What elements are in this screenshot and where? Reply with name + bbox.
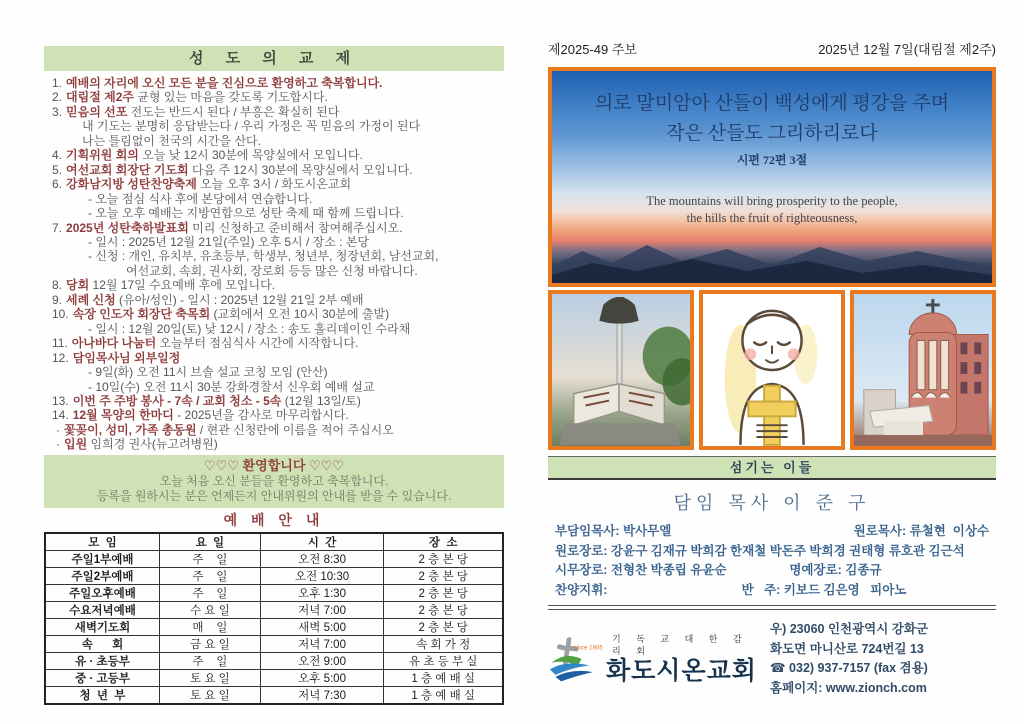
line-body-text: (유아/성인) - 일시 : 2025년 12월 21일 2부 예배 <box>115 292 364 307</box>
church-address-block <box>760 620 996 698</box>
cell-time: 오전 10:30 <box>260 567 384 584</box>
line-lead-text: 기획위원 회의 <box>66 148 139 163</box>
line-number: 6. <box>52 177 63 192</box>
double-divider <box>548 605 996 610</box>
line-number: 9. <box>52 292 63 307</box>
bulletin-header <box>548 42 996 58</box>
line-body-text: - 2025년을 감사로 마무리합시다. <box>173 408 349 423</box>
line-number: 3. <box>52 104 63 119</box>
page-left <box>44 46 504 705</box>
staff-right-entry: 반 주: 키보드 김은영 피아노 <box>741 582 907 597</box>
welcome-line-2: 등록을 원하시는 분은 언제든지 안내위원의 안내를 받을 수 있습니다. <box>96 488 452 503</box>
praying-person-cross-illustration <box>699 290 845 450</box>
staff-row <box>555 522 989 542</box>
line-body-text: - 일시 : 2025년 12월 21일(주일) 오후 5시 / 장소 : 본당 <box>88 234 370 249</box>
col-header-meeting: 모 임 <box>45 533 160 551</box>
cell-meeting: 청 년 부 <box>45 686 160 704</box>
staff-row <box>555 561 989 581</box>
church-logo <box>548 633 760 685</box>
line-body-text: - 9일(화) 오전 11시 브솔 설교 코칭 모임 (안산) <box>88 365 328 380</box>
announcement-line <box>44 221 504 235</box>
staff-left-entry: 찬양지휘: <box>555 582 608 597</box>
verse-korean-line-1: 의로 말미암아 산들이 백성에게 평강을 주며 <box>594 93 950 114</box>
cell-place: 1 층 예 배 실 <box>384 669 503 686</box>
address-line-2: 화도면 마니산로 724번길 13 <box>770 641 924 656</box>
line-number: 14. <box>52 408 69 423</box>
worship-table-row <box>45 652 503 669</box>
col-header-time: 시 간 <box>260 533 384 551</box>
line-lead-text: 당회 <box>66 278 90 293</box>
announcement-line <box>44 249 504 263</box>
worship-table-row <box>45 669 503 686</box>
line-body-text: 12월 17일 수요예배 후에 모입니다. <box>89 278 276 293</box>
line-number: 13. <box>52 393 69 408</box>
staff-row <box>555 581 989 601</box>
cell-day: 토 요 일 <box>160 669 261 686</box>
cell-time: 오후 1:30 <box>260 584 384 601</box>
worship-table-row <box>45 601 503 618</box>
announcement-line <box>44 365 504 379</box>
line-number: 12. <box>52 350 69 365</box>
announcement-line <box>44 408 504 422</box>
line-lead-text: 아나바다 나눔터 <box>71 336 157 351</box>
church-building-graphic <box>854 294 992 446</box>
line-body-text: - 신청 : 개인, 유치부, 유초등부, 학생부, 청년부, 청장년회, 남선교회, <box>88 249 439 264</box>
verse-korean-line-2: 작은 산들도 그리하리로다 <box>666 123 878 144</box>
line-lead-text: 강화남지방 성탄찬양축제 <box>66 177 197 192</box>
church-logo-text <box>606 633 760 685</box>
cell-time: 저녁 7:00 <box>260 635 384 652</box>
serving-people-band: 섬기는 이들 <box>548 456 996 480</box>
verse-reference: 시편 72편 3절 <box>736 153 808 167</box>
praying-person-graphic <box>703 294 841 446</box>
address-line-1: 우) 23060 인천광역시 강화군 <box>770 622 929 636</box>
announcement-line <box>44 293 504 307</box>
photo-strip <box>548 290 996 450</box>
line-body-text: (교회에서 오전 10시 30분에 출발) <box>210 307 390 322</box>
verse-banner-image <box>548 67 996 287</box>
announcement-line <box>44 437 504 451</box>
cell-day: 매 일 <box>160 618 261 635</box>
line-lead-text: 세례 신청 <box>66 292 116 307</box>
announcement-line <box>44 336 504 350</box>
announcement-line <box>44 163 504 177</box>
cell-meeting: 주일1부예배 <box>45 550 160 567</box>
line-body-text: 여선교회, 속회, 권사회, 장로회 등등 많은 신청 바랍니다. <box>126 263 418 278</box>
church-name: 화도시온교회 <box>606 657 757 685</box>
address-line-4: 홈페이지: www.zionch.com <box>770 680 927 695</box>
announcement-line <box>44 192 504 206</box>
line-body-text: - 오늘 오후 예배는 지방연합으로 성탄 축제 때 함께 드립니다. <box>88 206 404 221</box>
staff-list <box>548 522 996 600</box>
line-number: · <box>56 422 60 437</box>
bell-monument-photo <box>548 290 694 450</box>
line-lead-text: 대림절 제2주 <box>66 90 134 105</box>
cell-time: 새벽 5:00 <box>260 618 384 635</box>
cell-day: 토 요 일 <box>160 686 261 704</box>
line-number: 2. <box>52 90 63 105</box>
announcement-line <box>44 423 504 437</box>
cell-time: 오전 9:00 <box>260 652 384 669</box>
cell-place: 1 층 예 배 실 <box>384 686 503 704</box>
cell-place: 2 층 본 당 <box>384 618 503 635</box>
line-lead-text: 꽃꽂이, 성미, 가족 총동원 <box>64 422 197 437</box>
cell-meeting: 수요저녁예배 <box>45 601 160 618</box>
worship-schedule-table <box>44 532 504 705</box>
worship-table-row <box>45 635 503 652</box>
verse-english-line-1: The mountains will bring prosperity to the people, <box>646 194 898 208</box>
worship-table-row <box>45 584 503 601</box>
fellowship-title-band: 성 도 의 교 제 <box>44 46 504 71</box>
line-body-text: 다음 주 12시 30분에 목양실에서 모입니다. <box>188 162 413 177</box>
welcome-box <box>44 455 504 508</box>
verse-english-line-2: the hills the fruit of righteousness, <box>686 211 858 225</box>
announcement-line <box>44 235 504 249</box>
line-body-text: 전도는 반드시 된다 / 부흥은 확실히 된다 <box>127 104 340 119</box>
line-number: 8. <box>52 278 63 293</box>
worship-table-header-row <box>45 533 503 551</box>
cell-day: 금 요 일 <box>160 635 261 652</box>
line-body-text: / 현관 신청란에 이름을 적어 주십시오 <box>196 422 394 437</box>
welcome-line-1: 오늘 처음 오신 분들을 환영하고 축복합니다. <box>159 473 389 488</box>
cell-meeting: 새벽기도회 <box>45 618 160 635</box>
staff-right-entry: 명예장로: 김종규 <box>789 563 882 577</box>
line-lead-text: 이번 주 주방 봉사 - 7속 / 교회 청소 - 5속 <box>72 393 282 408</box>
verse-text-block <box>552 89 992 227</box>
line-body-text: (12월 13일/토) <box>281 393 361 408</box>
cell-place: 2 층 본 당 <box>384 550 503 567</box>
line-lead-text: 믿음의 선포 <box>66 104 128 119</box>
cell-meeting: 유 · 초등부 <box>45 652 160 669</box>
announcement-line <box>44 90 504 104</box>
line-body-text: 임희경 권사(뉴고려병원) <box>87 437 218 452</box>
worship-guide-title: 예 배 안 내 <box>223 511 325 528</box>
church-footer <box>548 620 996 698</box>
staff-right-entry: 원로목사: 류철현 이상수 <box>853 524 989 538</box>
announcement-list <box>44 76 504 452</box>
bulletin-issue-number: 제2025-49 주보 <box>548 42 637 57</box>
welcome-title: ♡♡♡ 환영합니다 ♡♡♡ <box>204 457 344 473</box>
line-number: 1. <box>52 76 63 90</box>
address-line-3: ☎ 032) 937-7157 (fax 겸용) <box>770 661 928 675</box>
cell-day: 수 요 일 <box>160 601 261 618</box>
church-building-photo <box>850 290 996 450</box>
cell-time: 오전 8:30 <box>260 550 384 567</box>
staff-left-entry: 시무장로: 전형찬 박종립 유윤순 <box>555 563 727 577</box>
line-lead-text: 2025년 성탄축하발표회 <box>66 220 189 235</box>
svg-text:since 1905: since 1905 <box>573 645 603 652</box>
staff-left-entry: 부담임목사: 박사무엘 <box>555 524 672 538</box>
line-number: 11. <box>52 336 68 351</box>
line-body-text: - 일시 : 12월 20일(토) 낮 12시 / 장소 : 송도 홀리데이인 수라채 <box>88 321 411 336</box>
announcement-line <box>44 76 504 90</box>
worship-table-row <box>45 686 503 704</box>
line-body-text: 내 기도는 분명히 응답받는다 / 우리 가정은 꼭 믿음의 가정이 된다 <box>82 119 421 134</box>
cell-place: 2 층 본 당 <box>384 567 503 584</box>
line-lead-text: 입원 <box>64 437 88 452</box>
line-body-text: 미리 신청하고 준비해서 참여해주십시오. <box>188 220 403 235</box>
line-body-text: 오늘 낮 12시 30분에 목양실에서 모입니다. <box>138 148 363 163</box>
cell-day: 주 일 <box>160 652 261 669</box>
announcement-line <box>44 307 504 321</box>
denomination-label: 기 독 교 대 한 감 리 회 <box>612 634 749 656</box>
senior-pastor-line: 담임 목사 이 준 구 <box>673 493 871 513</box>
cell-meeting: 속 회 <box>45 635 160 652</box>
line-lead-text: 속장 인도자 회장단 축목회 <box>72 307 211 322</box>
cell-time: 저녁 7:30 <box>260 686 384 704</box>
worship-table-row <box>45 550 503 567</box>
line-body-text: 나는 틀림없이 천국의 시간을 산다. <box>82 133 261 148</box>
cell-day: 주 일 <box>160 550 261 567</box>
line-body-text: - 10일(수) 오전 11시 30분 강화경찰서 신우회 예배 설교 <box>88 379 375 394</box>
line-number: 7. <box>52 220 63 235</box>
announcement-line <box>44 278 504 292</box>
page-right <box>548 42 996 698</box>
worship-table-row <box>45 567 503 584</box>
cell-place: 유 초 등 부 실 <box>384 652 503 669</box>
line-number: · <box>56 437 60 452</box>
line-lead-text: 예배의 자리에 오신 모든 분을 진심으로 환영하고 축복합니다. <box>66 76 383 90</box>
cell-place: 2 층 본 당 <box>384 601 503 618</box>
cell-place: 속 회 가 정 <box>384 635 503 652</box>
church-logo-icon <box>548 633 604 685</box>
announcement-line <box>44 148 504 162</box>
announcement-line <box>44 206 504 220</box>
cell-place: 2 층 본 당 <box>384 584 503 601</box>
announcement-line <box>44 351 504 365</box>
announcement-line <box>44 322 504 336</box>
line-body-text: 오늘부터 점심식사 시간에 시작합니다. <box>156 336 359 351</box>
col-header-place: 장 소 <box>384 533 503 551</box>
cell-day: 주 일 <box>160 584 261 601</box>
col-header-day: 요 일 <box>160 533 261 551</box>
cell-meeting: 중 · 고등부 <box>45 669 160 686</box>
cell-time: 저녁 7:00 <box>260 601 384 618</box>
bell-monument-graphic <box>552 294 690 446</box>
worship-table-row <box>45 618 503 635</box>
line-lead-text: 12월 목양의 한마디 <box>72 408 174 423</box>
announcement-line <box>44 264 504 278</box>
line-lead-text: 담임목사님 외부일정 <box>72 350 181 365</box>
announcement-line <box>44 105 504 119</box>
line-number: 10. <box>52 307 69 322</box>
line-lead-text: 여선교회 회장단 기도회 <box>66 162 189 177</box>
cell-time: 오후 5:00 <box>260 669 384 686</box>
line-body-text: - 오늘 점심 식사 후에 본당에서 연습합니다. <box>88 191 313 206</box>
line-body-text: 오늘 오후 3시 / 화도시온교회 <box>196 177 352 192</box>
cell-meeting: 주일2부예배 <box>45 567 160 584</box>
cell-meeting: 주일오후예배 <box>45 584 160 601</box>
staff-left-entry: 원로장로: 강윤구 김재규 박희감 한재철 박돈주 박희경 권태형 류호관 김근석 <box>555 543 965 558</box>
mountain-silhouette <box>552 237 992 283</box>
announcement-line <box>44 177 504 191</box>
announcement-line <box>44 119 504 133</box>
line-number: 5. <box>52 162 63 177</box>
line-body-text: 균형 있는 마음을 갖도록 기도합시다. <box>133 90 328 105</box>
cell-day: 주 일 <box>160 567 261 584</box>
announcement-line <box>44 394 504 408</box>
announcement-line <box>44 134 504 148</box>
line-number: 4. <box>52 148 63 163</box>
announcement-line <box>44 380 504 394</box>
bulletin-date: 2025년 12월 7일(대림절 제2주) <box>818 42 996 57</box>
staff-row <box>555 542 989 562</box>
